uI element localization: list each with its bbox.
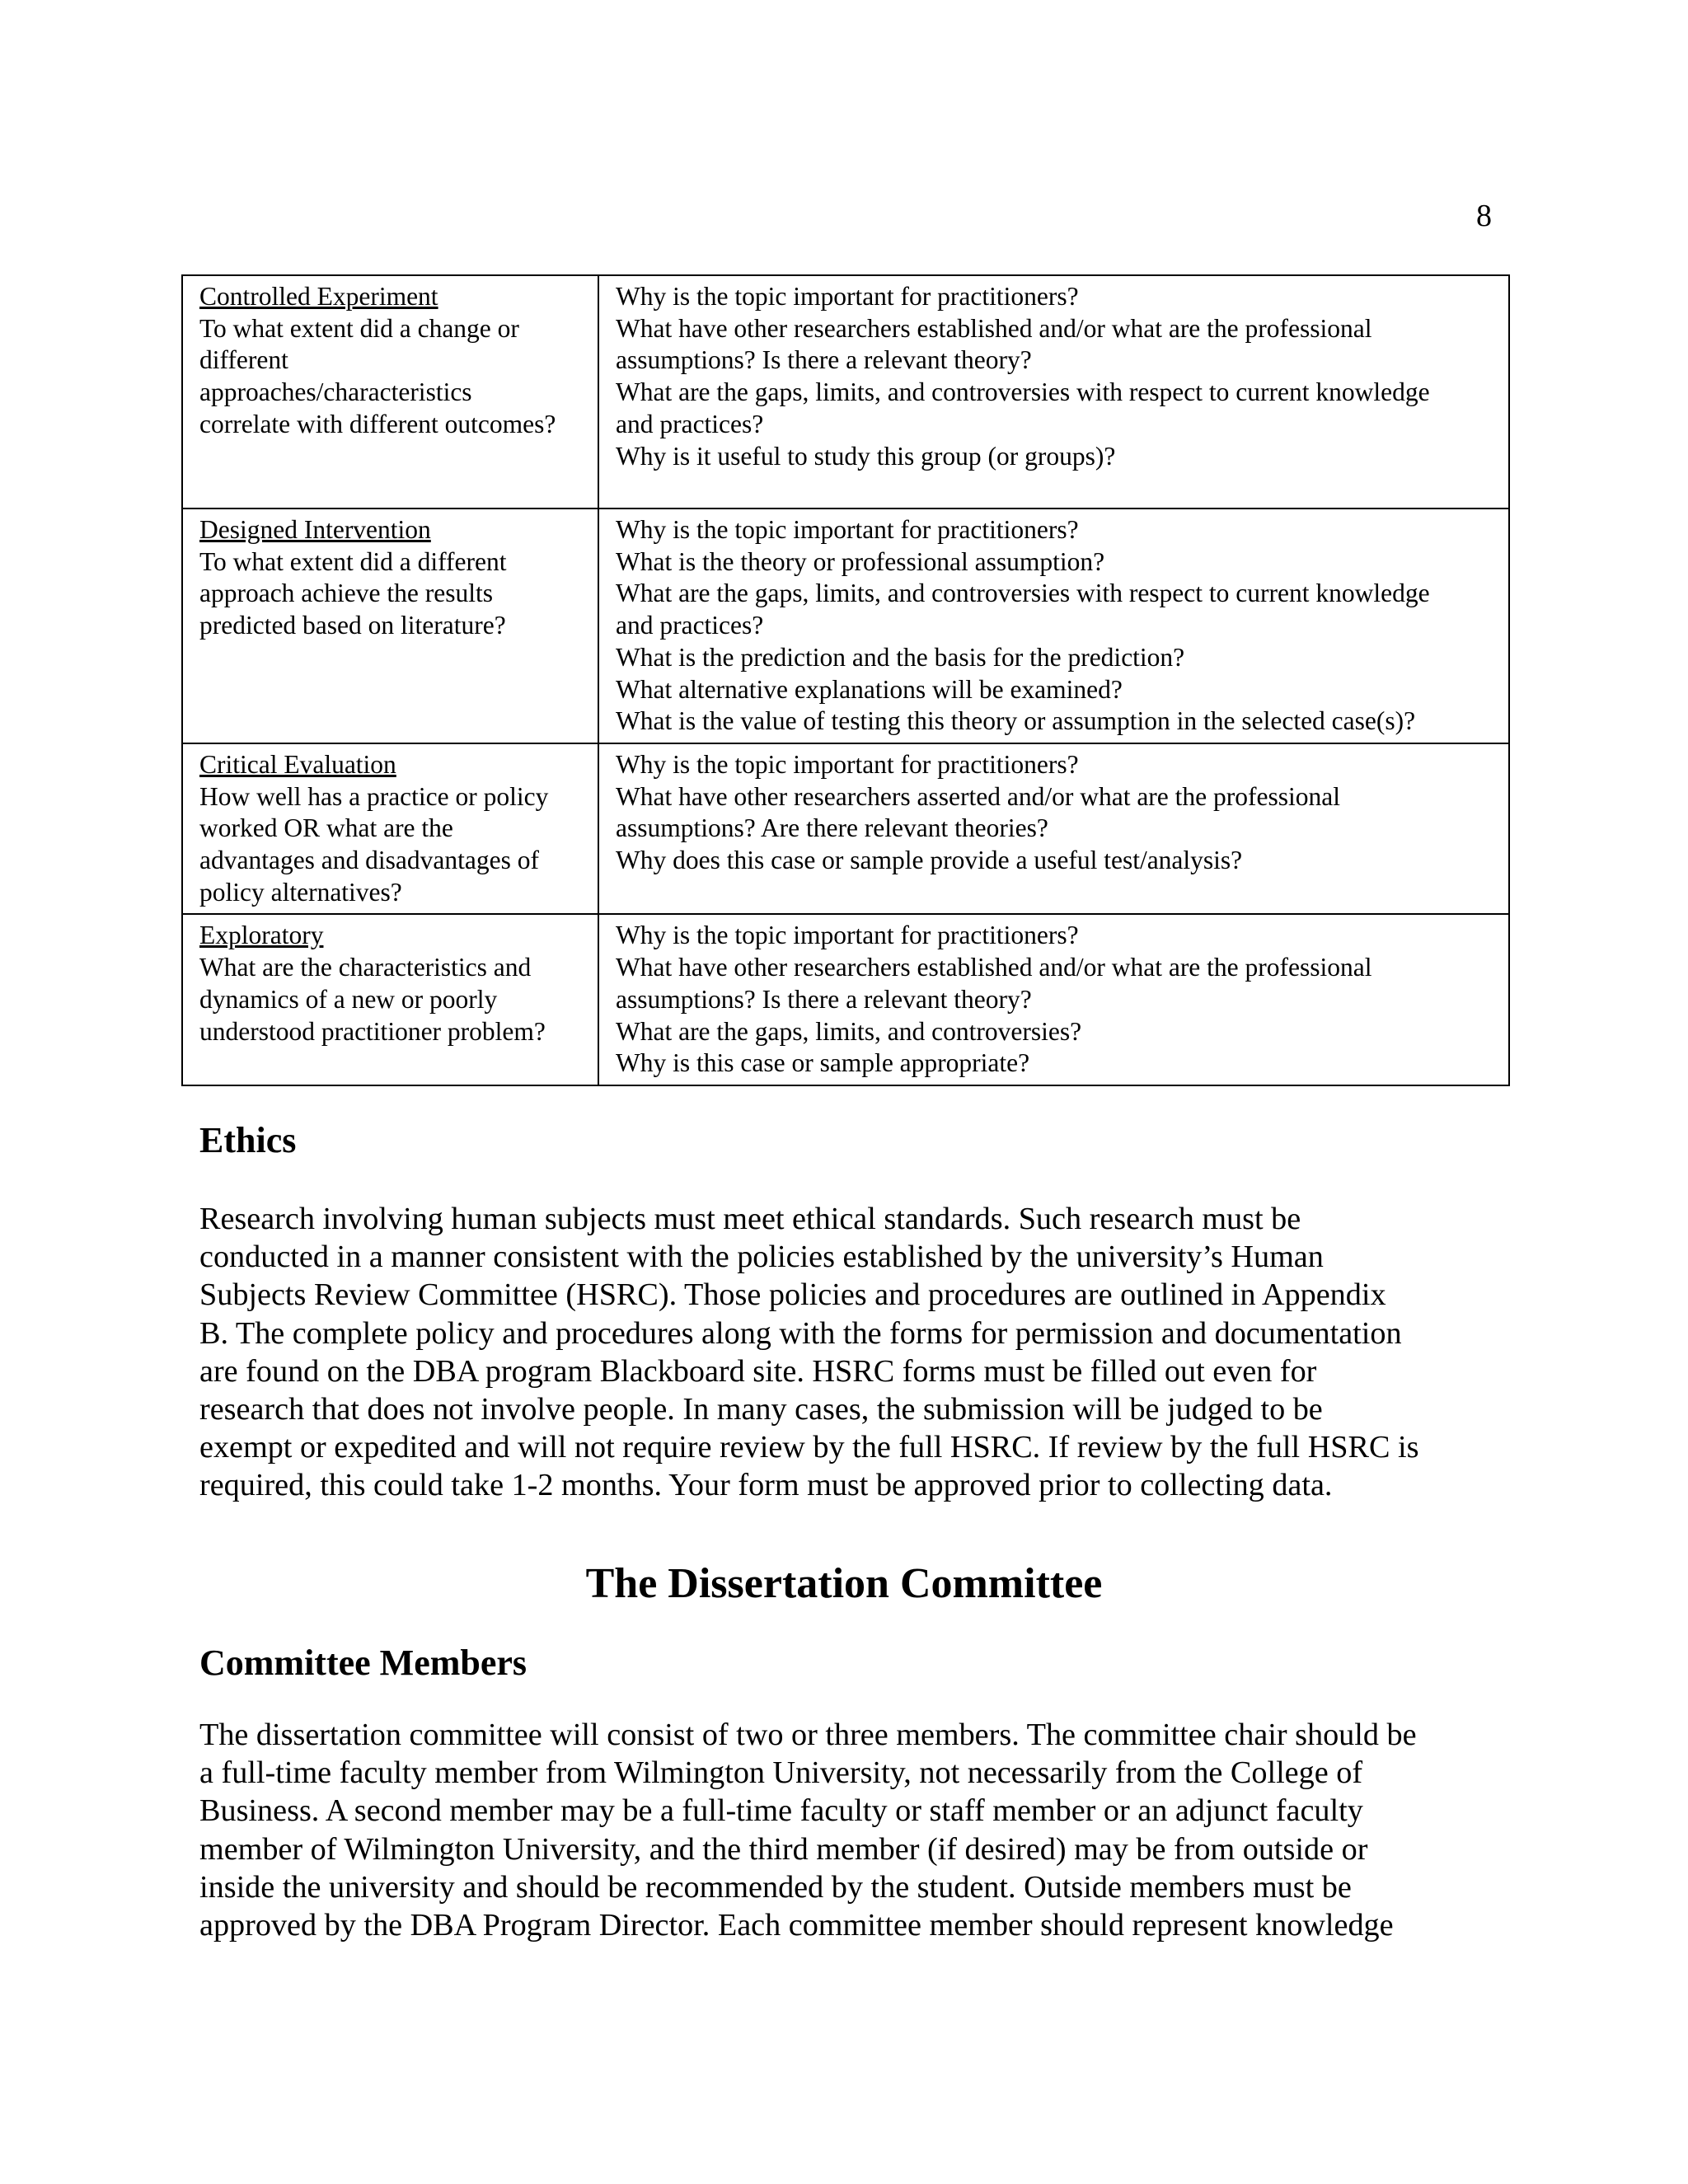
- ethics-heading: Ethics: [199, 1120, 297, 1160]
- design-cell: [182, 743, 598, 915]
- questions-cell: [598, 914, 1509, 1085]
- table-row: [182, 275, 1509, 509]
- question-line: assumptions? Is there a relevant theory?: [616, 984, 1032, 1014]
- committee-members-heading: Committee Members: [199, 1643, 528, 1683]
- question-line: What have other researchers established and/or what are the professional: [616, 313, 1372, 343]
- paragraph-line: exempt or expedited and will not require review by the full HSRC. If review by the full HSRC is: [199, 1430, 1419, 1465]
- page-number: 8: [1476, 199, 1492, 233]
- question-line: Why is the topic important for practitioners?: [616, 749, 1079, 779]
- design-cell: [182, 275, 598, 509]
- ethics-paragraph: [199, 1200, 1502, 1505]
- paragraph-line: inside the university and should be recommended by the student. Outside members must be: [199, 1869, 1352, 1905]
- paragraph-line: are found on the DBA program Blackboard site. HSRC forms must be filled out even for: [199, 1353, 1317, 1389]
- question-line: assumptions? Is there a relevant theory?: [616, 345, 1032, 375]
- table-row: [182, 914, 1509, 1085]
- question-line: Why is it useful to study this group (or groups)?: [616, 441, 1116, 471]
- question-line: Why is the topic important for practitioners?: [616, 515, 1079, 544]
- questions-cell: [598, 743, 1509, 915]
- design-title: Critical Evaluation: [199, 749, 396, 779]
- question-line: and practices?: [616, 409, 764, 438]
- design-description-line: approach achieve the results: [199, 579, 493, 608]
- design-description-line: approaches/characteristics: [199, 377, 472, 407]
- committee-paragraph: [199, 1716, 1502, 1944]
- design-description-line: advantages and disadvantages of: [199, 846, 539, 875]
- research-design-table: [181, 274, 1510, 1086]
- paragraph-line: Business. A second member may be a full-time faculty or staff member or an adjunct faculty: [199, 1793, 1363, 1829]
- design-description-line: worked OR what are the: [199, 813, 453, 843]
- design-title: Controlled Experiment: [199, 282, 438, 311]
- paragraph-line: Research involving human subjects must meet ethical standards. Such research must be: [199, 1202, 1301, 1236]
- design-description-line: different: [199, 345, 288, 375]
- question-line: What is the prediction and the basis for the prediction?: [616, 642, 1185, 672]
- design-description-line: dynamics of a new or poorly: [199, 984, 498, 1014]
- paragraph-line: Subjects Review Committee (HSRC). Those policies and procedures are outlined in Appendix: [199, 1277, 1386, 1313]
- paragraph-line: approved by the DBA Program Director. Each committee member should represent knowledge: [199, 1908, 1394, 1943]
- design-description-line: To what extent did a change or: [199, 313, 519, 343]
- paragraph-line: B. The complete policy and procedures along with the forms for permission and documentation: [199, 1315, 1402, 1351]
- question-line: Why does this case or sample provide a useful test/analysis?: [616, 846, 1243, 875]
- question-line: What are the gaps, limits, and controversies?: [616, 1016, 1082, 1046]
- design-title: Exploratory: [199, 921, 324, 950]
- paragraph-line: member of Wilmington University, and the third member (if desired) may be from outside or: [199, 1831, 1368, 1867]
- design-title: Designed Intervention: [199, 515, 431, 544]
- question-line: What alternative explanations will be examined?: [616, 674, 1123, 704]
- paragraph-line: The dissertation committee will consist of two or three members. The committee chair should be: [199, 1718, 1417, 1752]
- table-row: [182, 509, 1509, 743]
- design-description-line: How well has a practice or policy: [199, 781, 549, 811]
- design-description-line: policy alternatives?: [199, 877, 402, 907]
- question-line: Why is this case or sample appropriate?: [616, 1048, 1030, 1078]
- question-line: assumptions? Are there relevant theories?: [616, 813, 1048, 843]
- paragraph-line: research that does not involve people. In many cases, the submission will be judged to be: [199, 1392, 1323, 1427]
- questions-cell: [598, 275, 1509, 509]
- question-line: and practices?: [616, 611, 764, 640]
- design-description-line: predicted based on literature?: [199, 611, 506, 640]
- design-cell: [182, 914, 598, 1085]
- question-line: What are the gaps, limits, and controversies with respect to current knowledge: [616, 579, 1430, 608]
- question-line: What have other researchers established and/or what are the professional: [616, 953, 1372, 982]
- design-description-line: What are the characteristics and: [199, 953, 532, 982]
- chapter-title: The Dissertation Committee: [585, 1560, 1103, 1607]
- design-description-line: understood practitioner problem?: [199, 1016, 546, 1046]
- question-line: What are the gaps, limits, and controversies with respect to current knowledge: [616, 377, 1430, 407]
- question-line: Why is the topic important for practitioners?: [616, 921, 1079, 950]
- paragraph-line: required, this could take 1-2 months. Your form must be approved prior to collecting data.: [199, 1468, 1333, 1503]
- question-line: What have other researchers asserted and/or what are the professional: [616, 781, 1340, 811]
- question-line: What is the theory or professional assumption?: [616, 546, 1105, 576]
- question-line: What is the value of testing this theory or assumption in the selected case(s)?: [616, 706, 1416, 736]
- questions-cell: [598, 509, 1509, 743]
- design-description-line: To what extent did a different: [199, 546, 507, 576]
- question-line: Why is the topic important for practitioners?: [616, 282, 1079, 311]
- paragraph-line: a full-time faculty member from Wilmington University, not necessarily from the College of: [199, 1755, 1363, 1791]
- table-body: [182, 275, 1509, 1085]
- paragraph-line: conducted in a manner consistent with the policies established by the university’s Human: [199, 1240, 1324, 1275]
- table-row: [182, 743, 1509, 915]
- design-description-line: correlate with different outcomes?: [199, 409, 556, 438]
- design-cell: [182, 509, 598, 743]
